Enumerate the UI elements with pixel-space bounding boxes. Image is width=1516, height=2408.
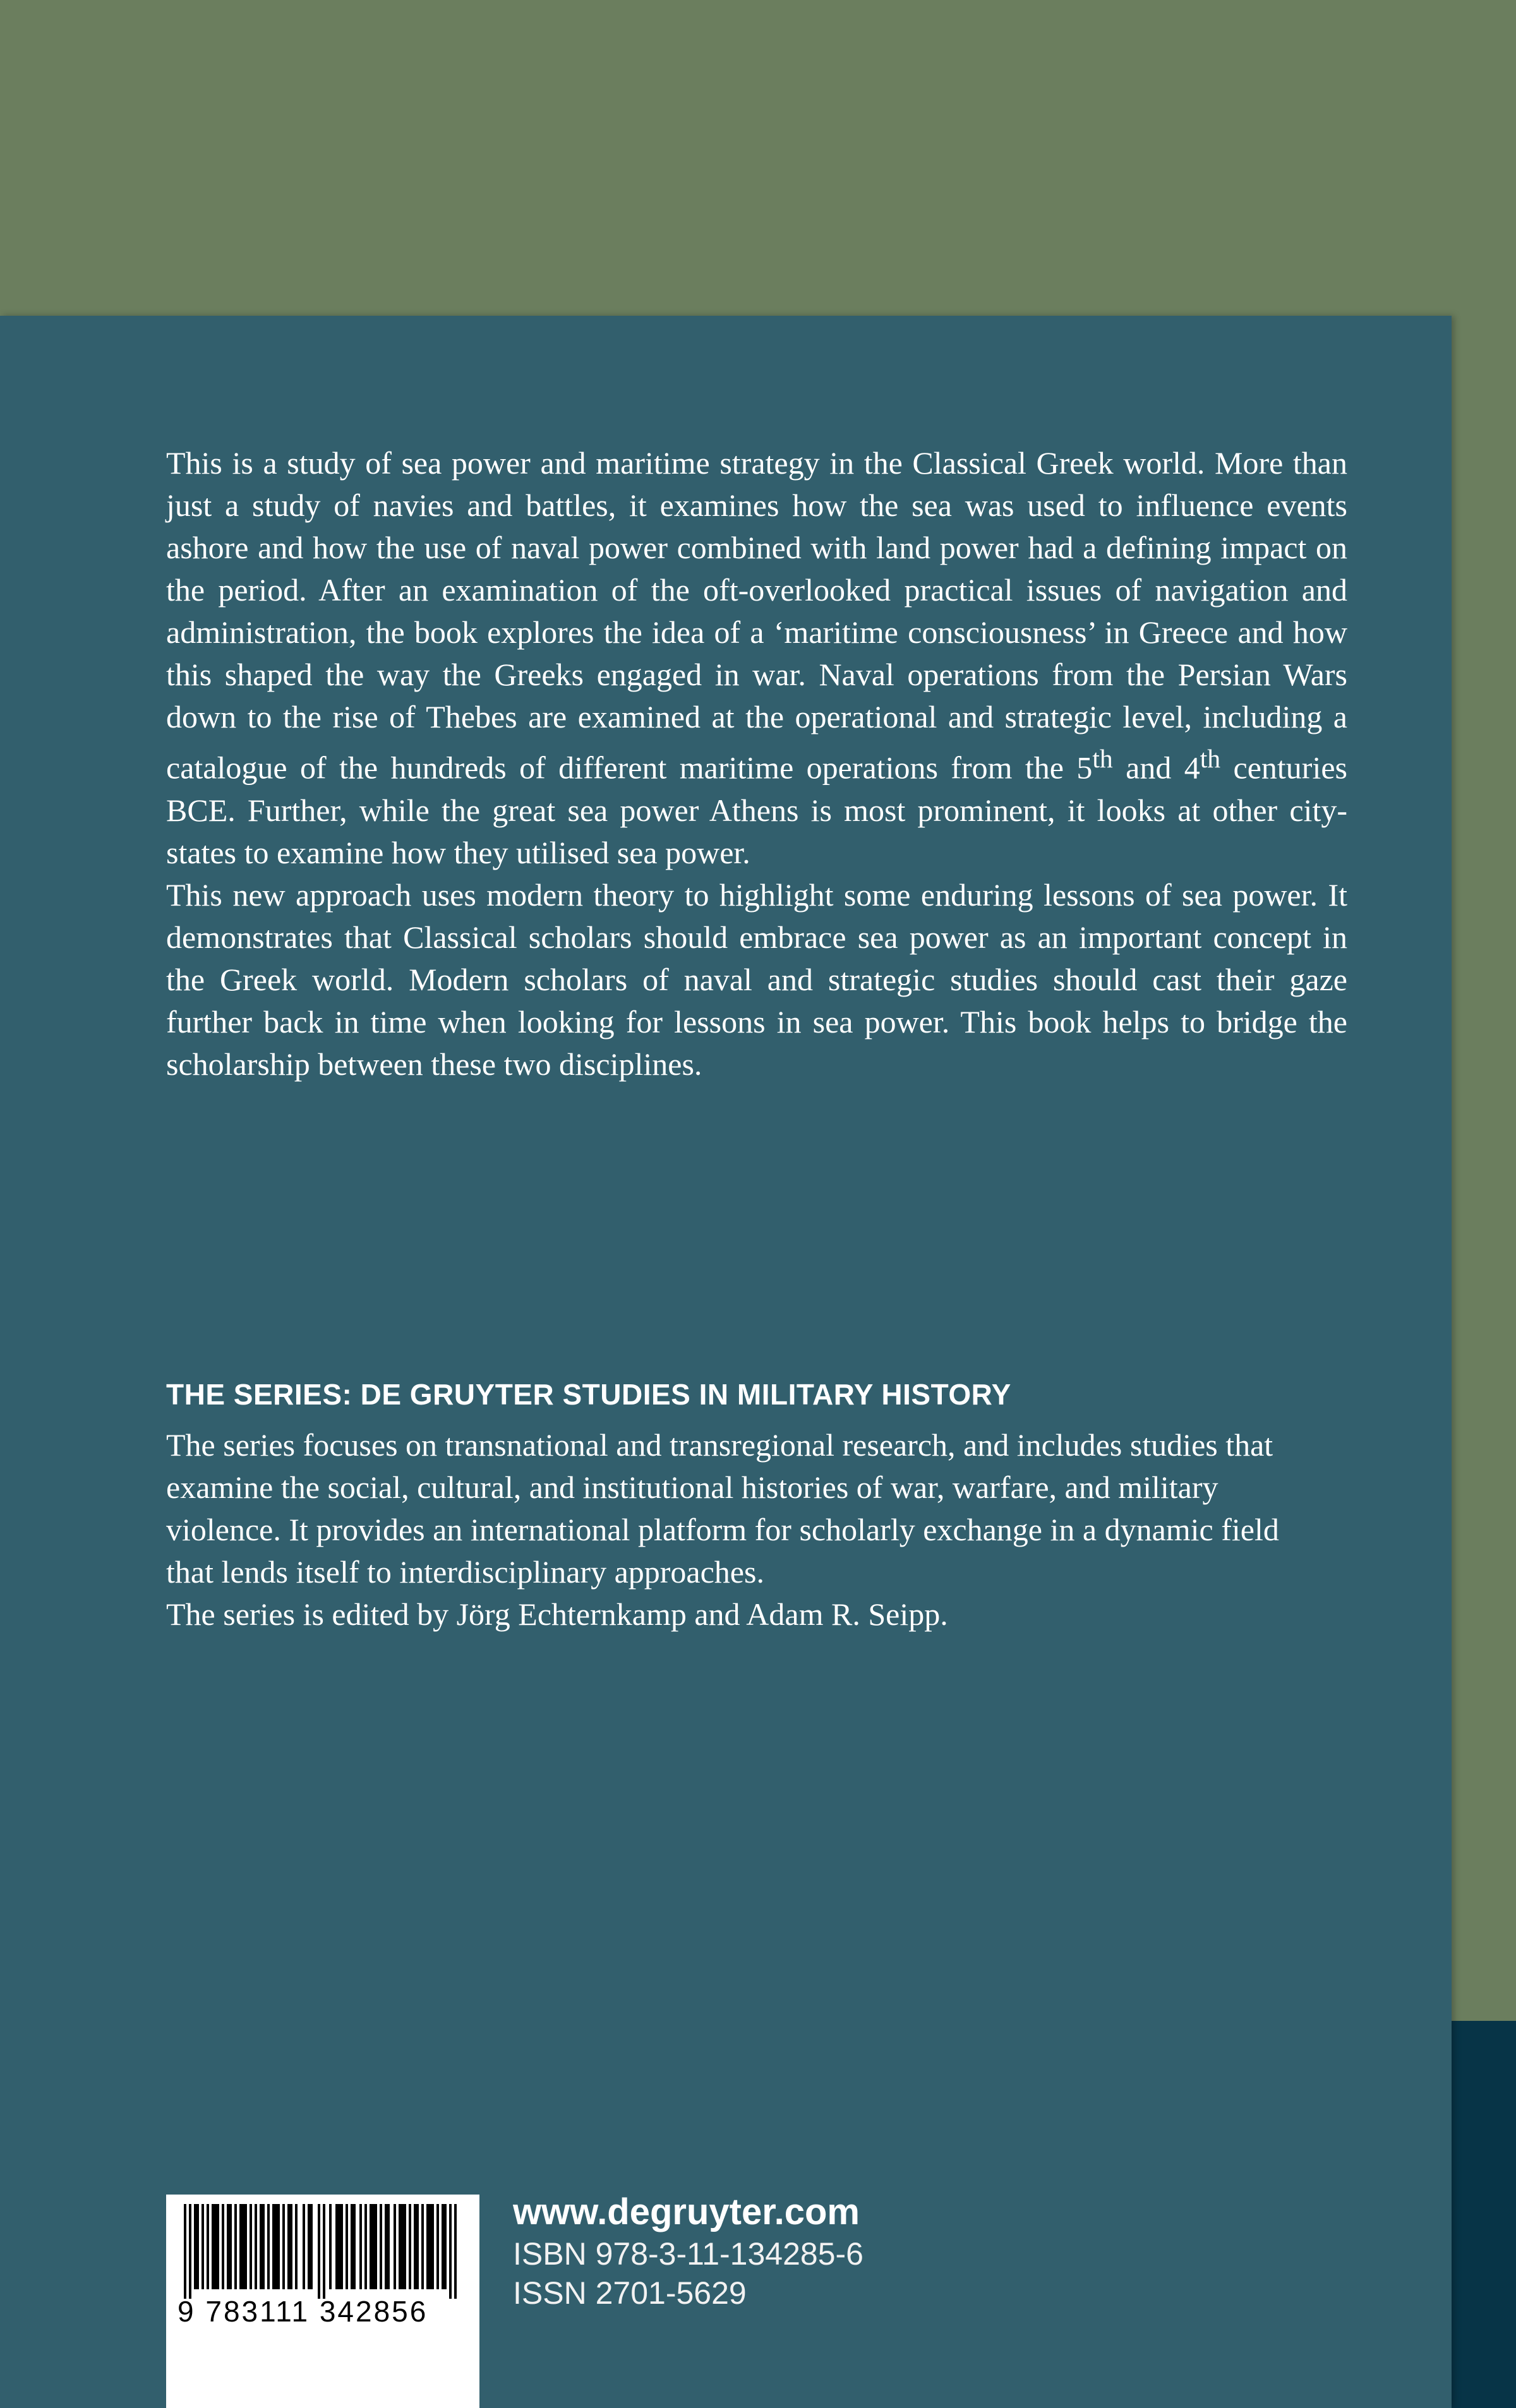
series-editors: The series is edited by Jörg Echternkamp and Adam R. Seipp.	[166, 1596, 948, 1632]
dark-spine-strip	[1452, 2021, 1516, 2408]
issn-number: ISSN 2701-5629	[513, 2275, 747, 2311]
publisher-imprint	[513, 2190, 863, 2313]
book-description	[166, 442, 1347, 1086]
description-paragraph-1	[166, 442, 1347, 874]
description-text-part3: centuries BCE. Further, while the great sea power Athens is most prominent, it looks at other city-states to examine how they utilised sea power.	[166, 750, 1347, 870]
description-text-part2: and 4	[1112, 750, 1200, 786]
barcode-bars	[184, 2204, 462, 2299]
superscript-th: th	[1200, 745, 1221, 774]
isbn-barcode	[166, 2195, 479, 2408]
series-heading: THE SERIES: DE GRUYTER STUDIES IN MILITARY HISTORY	[166, 1378, 1011, 1411]
description-paragraph-2: This new approach uses modern theory to highlight some enduring lessons of sea power. It demonstrates that Classical scholars should embrace sea power as an important concept in the Greek world. Modern scholars of naval and strategic studies should cast their gaze further back in time when looking for lessons in sea power. This book helps to bridge the scholarship between these two disciplines.	[166, 877, 1347, 1082]
publisher-url: www.degruyter.com	[513, 2191, 860, 2232]
series-description	[166, 1424, 1322, 1636]
isbn-number: ISBN 978-3-11-134285-6	[513, 2236, 863, 2272]
superscript-th: th	[1092, 745, 1113, 774]
series-paragraph-1: The series focuses on transnational and transregional research, and includes studies that examine the social, cultural, and institutional histories of war, warfare, and military violence. It provides an international platform for scholarly exchange in a dynamic field that lends itself to interdisciplinary approaches.	[166, 1427, 1279, 1590]
description-text-part1: This is a study of sea power and maritime strategy in the Classical Greek world. More than just a study of navies and battles, it examines how the sea was used to influence events ashore and how the use of naval power combined with land power had a defining impact on the period. After an examination of the oft-overlooked practical issues of navigation and administration, the book explores the idea of a ‘maritime consciousness’ in Greece and how this shaped the way the Greeks engaged in war. Naval operations from the Persian Wars down to the rise of Thebes are examined at the operational and strategic level, including a catalogue of the hundreds of different maritime operations from the 5	[166, 445, 1347, 786]
barcode-digits: 9 783111 342856	[177, 2295, 428, 2328]
